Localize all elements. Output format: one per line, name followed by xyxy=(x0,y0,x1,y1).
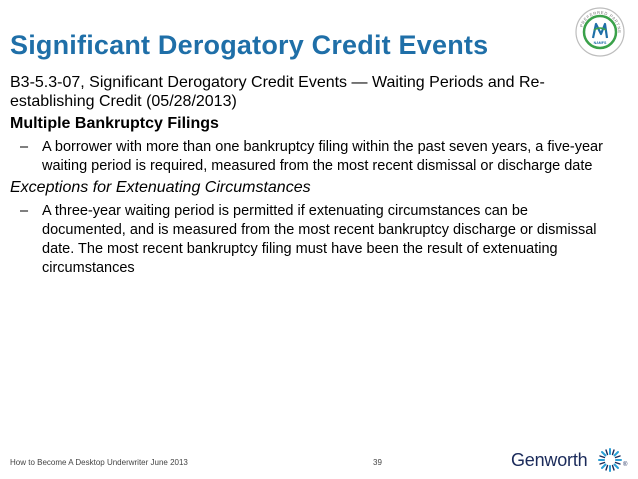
bullet-dash: – xyxy=(20,203,29,219)
section1-bullet xyxy=(20,138,610,176)
badge-inner-text: NAMFS xyxy=(593,41,607,45)
bullet-dash: – xyxy=(20,139,29,155)
section2-heading: Exceptions for Extenuating Circumstances xyxy=(10,179,311,196)
genworth-logo xyxy=(511,446,631,474)
section1-heading: Multiple Bankruptcy Filings xyxy=(10,115,219,132)
page-number: 39 xyxy=(373,458,382,467)
slide-title: Significant Derogatory Credit Events xyxy=(10,30,489,60)
registered-mark: ® xyxy=(623,462,628,468)
slide-body xyxy=(10,73,620,278)
preferred-partner-badge-icon xyxy=(574,6,626,58)
genworth-sunburst-icon xyxy=(597,447,623,473)
slide-subtitle: B3-5.3-07, Significant Derogatory Credit Events — Waiting Periods and Re-establishing Credit (05/28/2013) xyxy=(10,74,545,110)
footer-presentation-title: How to Become A Desktop Underwriter June 2013 xyxy=(10,458,188,467)
section2-bullet-text: A three-year waiting period is permitted if extenuating circumstances can be documented, and is measured from the most recent bankruptcy discharge or dismissal date. The most recent bankruptcy filing must have been the result of extenuating circumstances xyxy=(42,203,597,276)
section2-bullet xyxy=(20,202,610,278)
section1-bullet-text: A borrower with more than one bankruptcy filing within the past seven years, a five-year waiting period is required, measured from the most recent dismissal or discharge date xyxy=(42,139,603,174)
logo-wordmark: Genworth xyxy=(511,450,588,470)
badge-ring-text: PREFERRED PARTNE xyxy=(578,9,623,34)
